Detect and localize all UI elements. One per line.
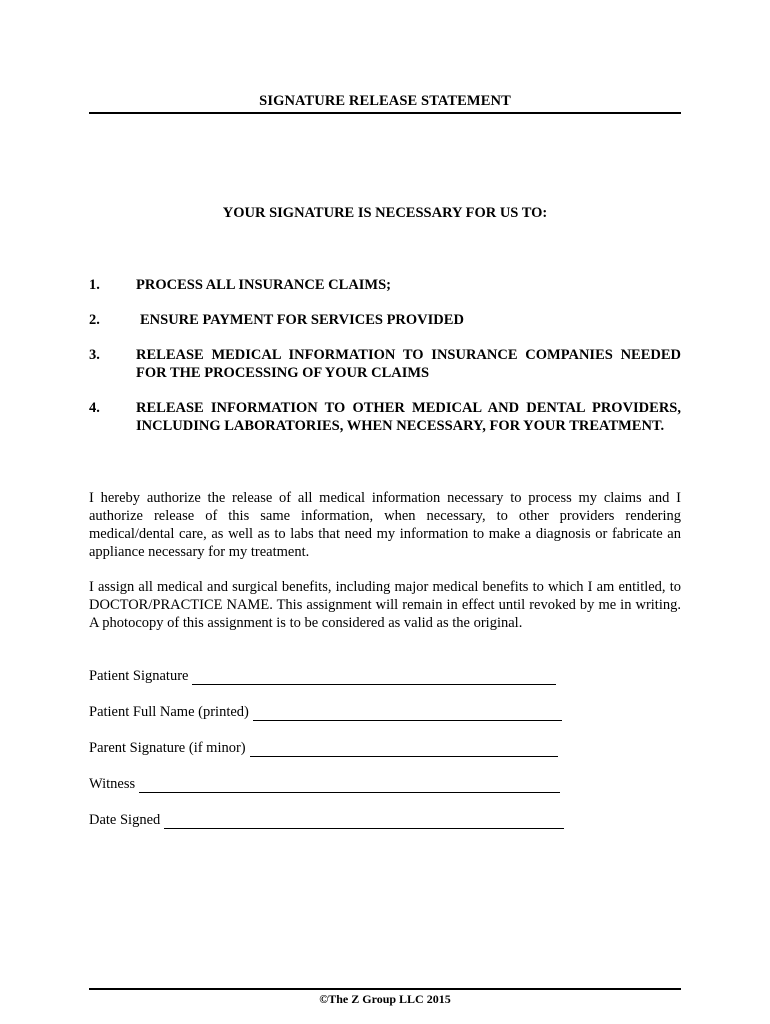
field-label: Patient Full Name (printed) [89, 704, 249, 720]
list-item-text: RELEASE INFORMATION TO OTHER MEDICAL AND DENTAL PROVIDERS, INCLUDING LABORATORIES, WHEN NECESSARY, FOR YOUR TREATMENT. [136, 400, 681, 434]
list-item [89, 346, 681, 382]
witness-line[interactable] [139, 778, 560, 793]
parent-signature-line[interactable] [250, 742, 558, 757]
list-item-text: PROCESS ALL INSURANCE CLAIMS; [136, 277, 392, 293]
document-subtitle: YOUR SIGNATURE IS NECESSARY FOR US TO: [222, 205, 548, 221]
list-item [89, 399, 681, 435]
date-signed-line[interactable] [164, 814, 564, 829]
list-item-number: 1. [89, 277, 100, 293]
list-item-number: 4. [89, 400, 100, 416]
list-item [89, 276, 681, 294]
witness-field[interactable] [89, 775, 560, 793]
field-label: Patient Signature [89, 668, 189, 684]
purpose-list [89, 276, 681, 452]
patient-signature-line[interactable] [192, 670, 556, 685]
list-item [89, 311, 681, 329]
document-title: SIGNATURE RELEASE STATEMENT [259, 93, 511, 109]
parent-signature-field[interactable] [89, 739, 558, 757]
footer-divider [89, 988, 681, 990]
patient-name-line[interactable] [253, 706, 562, 721]
list-item-number: 3. [89, 347, 100, 363]
field-label: Date Signed [89, 812, 161, 828]
authorization-paragraph: I hereby authorize the release of all medical information necessary to process my claims and I authorize release of this same information, when necessary, to other providers rendering medical/dental care, as well as to labs that need my information to make a diagnosis or fabricate an appliance necessary for my treatment. [89, 490, 681, 560]
list-item-text: ENSURE PAYMENT FOR SERVICES PROVIDED [140, 312, 464, 328]
field-label: Witness [89, 776, 136, 792]
title-divider [89, 112, 681, 114]
assignment-paragraph: I assign all medical and surgical benefits, including major medical benefits to which I am entitled, to DOCTOR/PRACTICE NAME. This assignment will remain in effect until revoked by me in writing. A photocopy of this assignment is to be considered as valid as the original. [89, 579, 681, 631]
field-label: Parent Signature (if minor) [89, 740, 246, 756]
patient-signature-field[interactable] [89, 667, 556, 685]
copyright-footer: ©The Z Group LLC 2015 [319, 992, 451, 1006]
list-item-number: 2. [89, 312, 100, 328]
list-item-text: RELEASE MEDICAL INFORMATION TO INSURANCE COMPANIES NEEDED FOR THE PROCESSING OF YOUR CLAIMS [136, 347, 681, 381]
date-signed-field[interactable] [89, 811, 564, 829]
patient-name-field[interactable] [89, 703, 562, 721]
